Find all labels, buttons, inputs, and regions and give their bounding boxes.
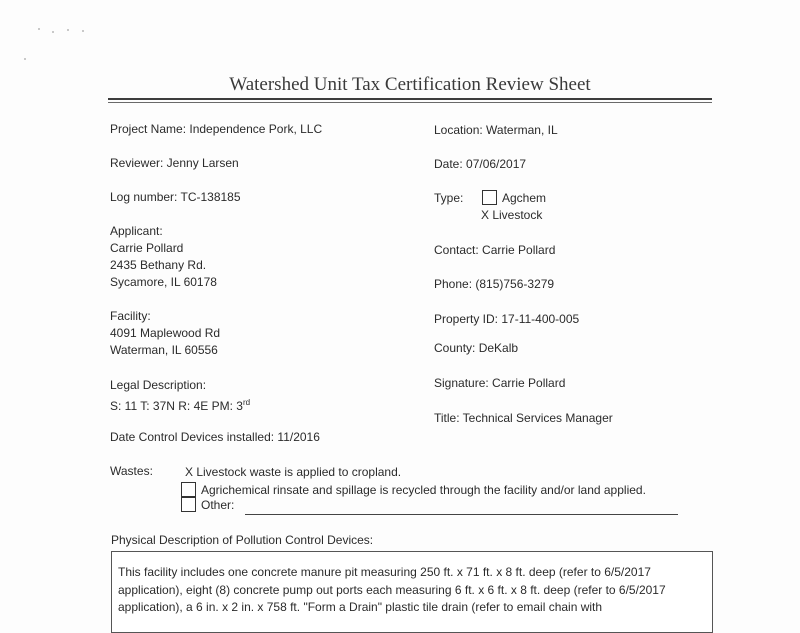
facility-label: Facility:	[110, 309, 151, 323]
applicant-address-line2: Sycamore, IL 60178	[110, 275, 217, 289]
applicant-name: Carrie Pollard	[110, 241, 184, 255]
other-label: Other:	[201, 498, 235, 512]
legal-description-label: Legal Description:	[110, 378, 207, 392]
date-control-devices-installed: Date Control Devices installed: 11/2016	[110, 430, 320, 444]
location: Location: Waterman, IL	[434, 123, 558, 137]
other-fill-line	[245, 514, 678, 515]
county: County: DeKalb	[434, 341, 519, 355]
document-title: Watershed Unit Tax Certification Review Sheet	[229, 74, 591, 95]
type-option-livestock: X Livestock	[481, 208, 543, 222]
scan-speck	[82, 30, 84, 32]
physical-description-text: This facility includes one concrete manure pit measuring 250 ft. x 71 ft. x 8 ft. deep (refer to 6/5/2017 application), eight (8) concrete pump out ports each measuring 6 ft. x 6 ft. x 8 ft. deep (refer to 6/5/2017 application), a 6 in. x 2 in. x 758 ft. "Form a Drain" plastic tile drain (refer to email chain with	[118, 565, 666, 614]
wastes-other-option	[181, 497, 234, 514]
contact: Contact: Carrie Pollard	[434, 243, 556, 257]
agchem-checkbox[interactable]	[482, 190, 497, 205]
wastes-livestock-option: X Livestock waste is applied to cropland.	[185, 465, 402, 479]
project-name: Project Name: Independence Pork, LLC	[110, 122, 323, 136]
scan-speck	[38, 28, 40, 30]
log-number: Log number: TC-138185	[110, 190, 241, 204]
legal-description-value	[110, 394, 250, 415]
other-checkbox[interactable]	[181, 497, 196, 512]
physical-description-heading: Physical Description of Pollution Control Devices:	[111, 533, 374, 547]
legal-description-superscript: rd	[242, 398, 251, 407]
applicant-label: Applicant:	[110, 224, 163, 238]
title-rule	[108, 98, 712, 100]
phone: Phone: (815)756-3279	[434, 277, 555, 291]
facility-address-line1: 4091 Maplewood Rd	[110, 326, 221, 340]
property-id: Property ID: 17-11-400-005	[434, 312, 580, 326]
agrichemical-label: Agrichemical rinsate and spillage is recycled through the facility and/or land applied.	[201, 483, 646, 497]
signer-title: Title: Technical Services Manager	[434, 411, 613, 425]
applicant-address-line1: 2435 Bethany Rd.	[110, 258, 207, 272]
scan-speck	[24, 58, 26, 60]
type-option-agchem	[482, 190, 546, 207]
reviewer: Reviewer: Jenny Larsen	[110, 156, 239, 170]
review-date: Date: 07/06/2017	[434, 157, 527, 171]
title-rule-thin	[108, 102, 712, 103]
type-label: Type:	[434, 191, 464, 205]
facility-address-line2: Waterman, IL 60556	[110, 343, 218, 357]
wastes-agrichemical-option	[181, 482, 646, 499]
legal-description-text: S: 11 T: 37N R: 4E PM: 3	[110, 399, 243, 413]
signature: Signature: Carrie Pollard	[434, 376, 566, 390]
scan-speck	[52, 31, 54, 33]
agchem-label: Agchem	[502, 191, 547, 205]
scan-speck	[67, 29, 69, 31]
wastes-label: Wastes:	[110, 464, 153, 478]
agrichemical-checkbox[interactable]	[181, 482, 196, 497]
